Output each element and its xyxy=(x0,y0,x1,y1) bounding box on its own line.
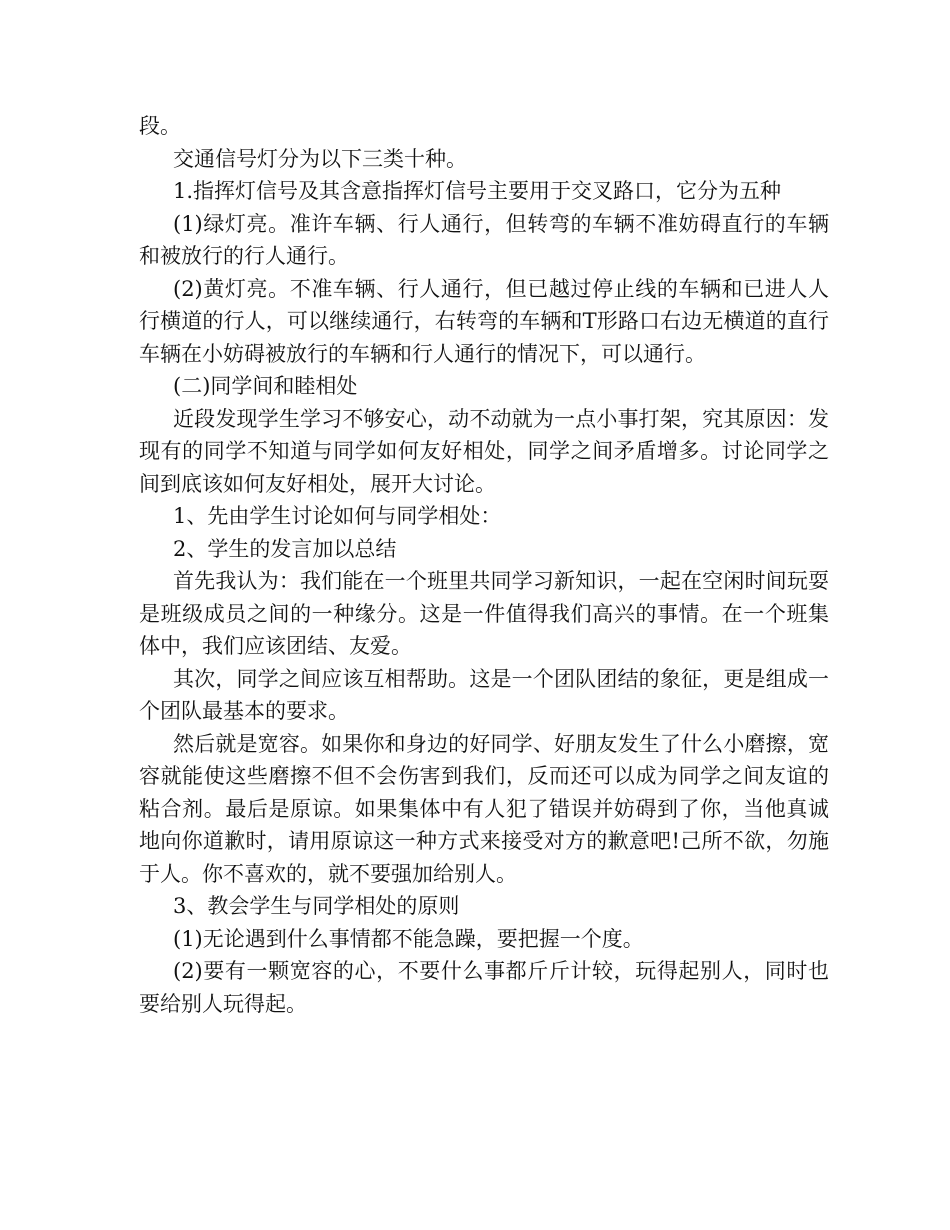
paragraph-5: (2)黄灯亮。不准车辆、行人通行，但已越过停止线的车辆和已进人人行横道的行人，可以继续通行，右转弯的车辆和T形路口右边无横道的直行车辆在小妨碍被放行的车辆和行人通行的情况下，可以通行。 xyxy=(139,276,829,366)
paragraph-4: (1)绿灯亮。准许车辆、行人通行，但转弯的车辆不准妨碍直行的车辆和被放行的行人通行。 xyxy=(139,211,829,268)
paragraph-12: 然后就是宽容。如果你和身边的好同学、好朋友发生了什么小磨擦，宽容就能使这些磨擦不但不会伤害到我们，反而还可以成为同学之间友谊的粘合剂。最后是原谅。如果集体中有人犯了错误并妨碍到了你，当他真诚地向你道歉时，请用原谅这一种方式来接受对方的歉意吧!己所不欲，勿施于人。你不喜欢的，就不要强加给别人。 xyxy=(139,731,829,886)
paragraph-1: 段。 xyxy=(139,114,181,138)
paragraph-7: 近段发现学生学习不够安心，动不动就为一点小事打架，究其原因：发现有的同学不知道与同学如何友好相处，同学之间矛盾增多。讨论同学之间到底该如何友好相处，展开大讨论。 xyxy=(139,406,829,496)
paragraph-2: 交通信号灯分为以下三类十种。 xyxy=(173,146,467,171)
paragraph-15: (2)要有一颗宽容的心，不要什么事都斤斤计较，玩得起别人，同时也要给别人玩得起。 xyxy=(139,959,829,1016)
paragraph-14: (1)无论遇到什么事情都不能急躁，要把握一个度。 xyxy=(173,926,644,951)
paragraph-9: 2、学生的发言加以总结 xyxy=(173,536,397,561)
paragraph-3: 1.指挥灯信号及其含意指挥灯信号主要用于交叉路口，它分为五种 xyxy=(173,179,782,203)
section-heading: (二)同学间和睦相处 xyxy=(173,374,358,398)
paragraph-11: 其次，同学之间应该互相帮助。这是一个团队团结的象征，更是组成一个团队最基本的要求。 xyxy=(139,666,829,723)
paragraph-10: 首先我认为：我们能在一个班里共同学习新知识，一起在空闲时间玩耍是班级成员之间的一种缘分。这是一件值得我们高兴的事情。在一个班集体中，我们应该团结、友爱。 xyxy=(139,569,829,658)
paragraph-8: 1、先由学生讨论如何与同学相处： xyxy=(173,504,502,528)
document-page xyxy=(139,110,829,1020)
paragraph-13: 3、教会学生与同学相处的原则 xyxy=(173,894,460,918)
